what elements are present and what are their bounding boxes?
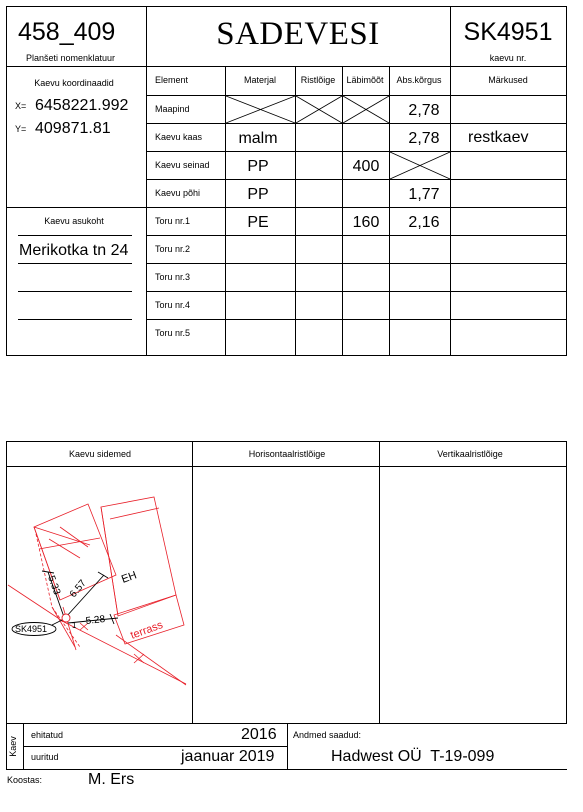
row-height-1: 2,78 bbox=[408, 130, 440, 147]
nomenclature-value: 458_409 bbox=[18, 18, 116, 46]
author-value: M. Ers bbox=[88, 771, 135, 788]
surveyed-value: jaanuar 2019 bbox=[181, 748, 275, 765]
row-element-5: Toru nr.2 bbox=[155, 244, 191, 254]
connections-label: Kaevu sidemed bbox=[68, 449, 132, 459]
row-material-1: malm bbox=[238, 130, 278, 147]
row-element-0: Maapind bbox=[155, 104, 190, 114]
author-label: Koostas: bbox=[7, 775, 43, 785]
row-element-7: Toru nr.4 bbox=[155, 300, 191, 310]
row-notes-1: restkaev bbox=[468, 129, 529, 146]
x-prefix: X= bbox=[15, 101, 27, 111]
dim-1-label: 5.33 bbox=[45, 574, 63, 597]
row-height-3: 1,77 bbox=[408, 186, 440, 203]
terrace-label: terrass bbox=[128, 619, 165, 642]
surveyed-label: uuritud bbox=[31, 752, 59, 762]
built-label: ehitatud bbox=[31, 730, 64, 740]
page-title: SADEVESI bbox=[216, 16, 380, 52]
y-prefix: Y= bbox=[15, 124, 27, 134]
location-sketch bbox=[6, 467, 192, 723]
x-coordinate: 6458221.992 bbox=[35, 97, 129, 114]
row-diameter-2: 400 bbox=[352, 158, 380, 175]
location-address: Merikotka tn 24 bbox=[19, 242, 129, 259]
row-height-0: 2,78 bbox=[408, 102, 440, 119]
col-header-diameter: Läbimõõt bbox=[346, 75, 384, 85]
col-header-element: Element bbox=[155, 75, 189, 85]
crossed-cells bbox=[0, 0, 583, 360]
col-header-height: Abs.kõrgus bbox=[396, 75, 442, 85]
col-header-cross: Ristlõige bbox=[300, 75, 336, 85]
row-material-3: PP bbox=[247, 186, 269, 203]
col-header-notes: Märkused bbox=[488, 75, 528, 85]
pipe-number-label: 1 bbox=[72, 621, 77, 630]
y-coordinate: 409871.81 bbox=[35, 120, 111, 137]
data-source-label: Andmed saadud: bbox=[293, 730, 362, 740]
coordinates-label: Kaevu koordinaadid bbox=[34, 78, 114, 88]
dim-2-label: 6.57 bbox=[67, 577, 89, 600]
nomenclature-label: Planšeti nomenklatuur bbox=[26, 53, 116, 63]
vertical-section-label: Vertikaalristlõige bbox=[437, 449, 503, 459]
dim-3-label: 5.28 bbox=[85, 614, 106, 627]
data-source-value: Hadwest OÜ T-19-099 bbox=[331, 748, 495, 765]
well-number-label: kaevu nr. bbox=[489, 53, 527, 63]
side-label-kaev: Kaev bbox=[7, 736, 18, 757]
row-element-1: Kaevu kaas bbox=[155, 132, 203, 142]
horizontal-section-label: Horisontaalristlõige bbox=[248, 449, 326, 459]
row-element-3: Kaevu põhi bbox=[155, 188, 201, 198]
location-label: Kaevu asukoht bbox=[44, 216, 104, 226]
row-element-6: Toru nr.3 bbox=[155, 272, 191, 282]
sketch-well-label: SK4951 bbox=[15, 624, 48, 634]
row-element-4: Toru nr.1 bbox=[155, 216, 191, 226]
row-height-4: 2,16 bbox=[408, 214, 440, 231]
row-material-2: PP bbox=[247, 158, 269, 175]
well-number: SK4951 bbox=[463, 18, 553, 46]
col-header-material: Materjal bbox=[243, 75, 277, 85]
row-diameter-4: 160 bbox=[352, 214, 380, 231]
building-label: EH bbox=[119, 569, 139, 586]
row-element-2: Kaevu seinad bbox=[155, 160, 210, 170]
row-element-8: Toru nr.5 bbox=[155, 328, 191, 338]
row-material-4: PE bbox=[247, 214, 269, 231]
built-value: 2016 bbox=[241, 726, 277, 743]
